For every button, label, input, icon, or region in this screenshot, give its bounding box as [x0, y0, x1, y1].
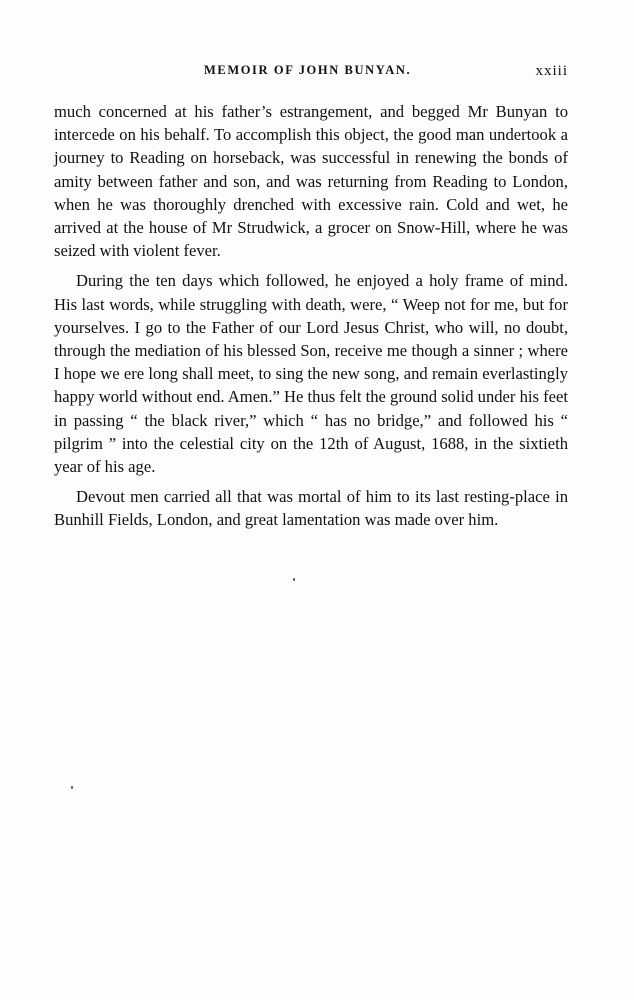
running-header — [54, 63, 568, 83]
page-number: xxiii — [535, 63, 568, 79]
paragraph-2: During the ten days which followed, he enjoyed a holy frame of mind. His last words, while struggling with death, were, “ Weep not for me, but for yourselves. I go to the Father of our Lord Jesus Christ, who will, no doubt, through the mediation of his blessed Son, receive me though a sinner ; where I hope we ere long shall meet, to sing the new song, and remain everlastingly happy world without end. Amen.” He thus felt the ground solid under his feet in passing “ the black river,” which “ has no bridge,” and followed his “ pilgrim ” into the celestial city on the 12th of August, 1688, in the sixtieth year of his age. — [54, 271, 568, 477]
paragraph-3: Devout men carried all that was mortal of him to its last resting-place in Bunhill Fields, London, and great lamentation was made over him. — [54, 487, 568, 530]
ink-speck — [71, 786, 73, 789]
paragraph-1: much concerned at his father’s estrangement, and begged Mr Bunyan to intercede on his behalf. To accomplish this object, the good man undertook a journey to Reading on horseback, was successful in renewing the bonds of amity between father and son, and was returning from Reading to London, when he was thoroughly drenched with excessive rain. Cold and wet, he arrived at the house of Mr Strudwick, a grocer on Snow-Hill, where he was seized with violent fever. — [54, 102, 568, 261]
ink-speck — [293, 578, 295, 581]
body-text — [54, 100, 568, 539]
running-title: MEMOIR OF JOHN BUNYAN. — [204, 63, 412, 77]
